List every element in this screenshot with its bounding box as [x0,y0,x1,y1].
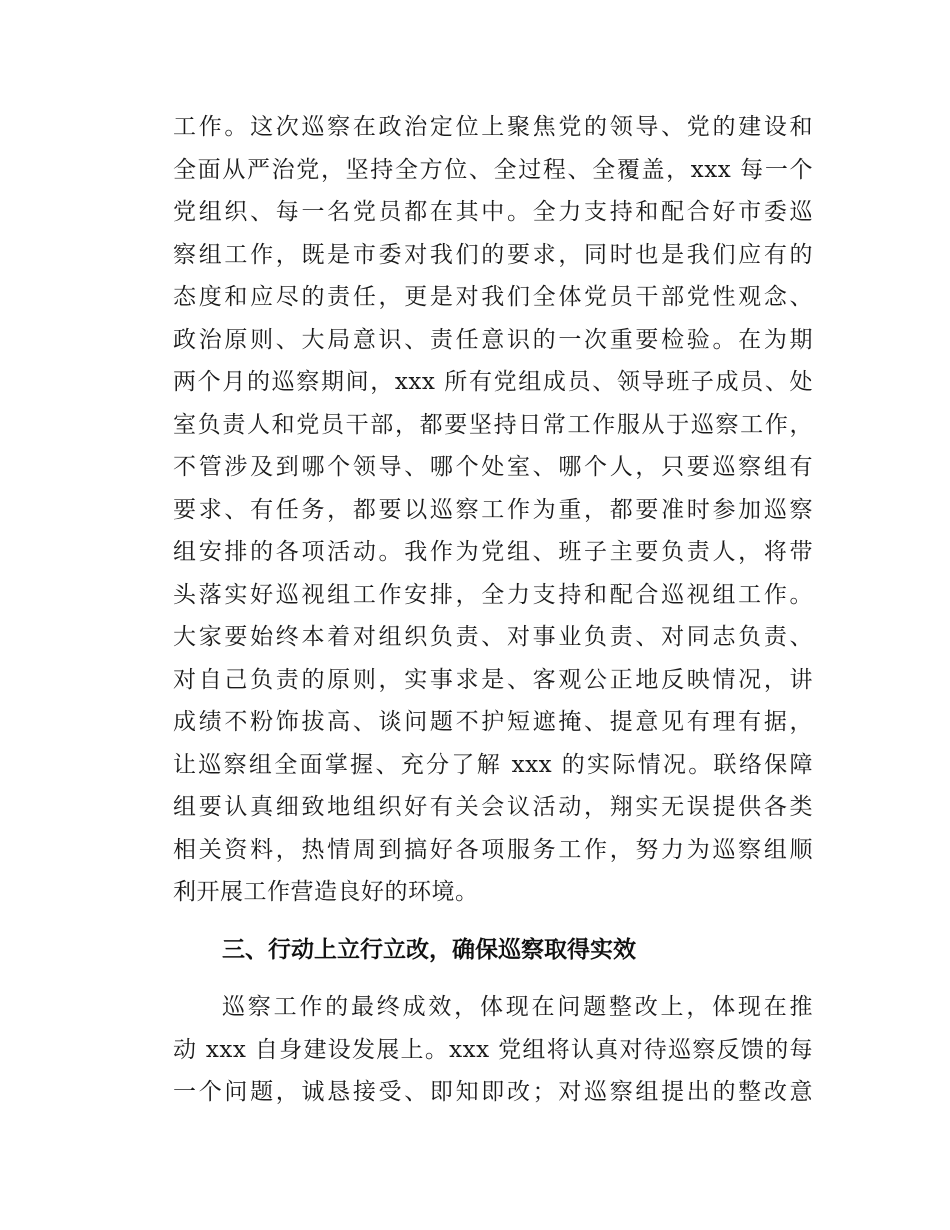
text-line: 相关资料，热情周到搞好各项服务工作，努力为巡察组顺 [173,837,813,863]
text-line: 不管涉及到哪个领导、哪个处室、哪个人，只要巡察组有 [173,454,813,480]
text-line: 组要认真细致地组织好有关会议活动，翔实无误提供各类 [173,794,813,820]
text-line: 对自己负责的原则，实事求是、客观公正地反映情况，讲 [173,667,813,693]
text-line: 态度和应尽的责任，更是对我们全体党员干部党性观念、 [173,284,813,310]
text-line: 大家要始终本着对组织负责、对事业负责、对同志负责、 [173,624,813,650]
text-line: 室负责人和党员干部，都要坚持日常工作服从于巡察工作， [173,412,813,438]
text-line: 动 xxx 自身建设发展上。xxx 党组将认真对待巡察反馈的每 [173,1037,813,1063]
text-line: 组安排的各项活动。我作为党组、班子主要负责人，将带 [173,539,813,565]
text-line: 头落实好巡视组工作安排，全力支持和配合巡视组工作。 [173,582,813,608]
text-line: 利开展工作营造良好的环境。 [173,879,479,905]
text-line: 全面从严治党，坚持全方位、全过程、全覆盖，xxx 每一个 [173,157,813,183]
section-heading: 三、行动上立行立改，确保巡察取得实效 [222,937,636,963]
text-line: 一个问题，诚恳接受、即知即改；对巡察组提出的整改意 [173,1079,813,1105]
text-line: 成绩不粉饰拔高、谈问题不护短遮掩、提意见有理有据， [173,709,813,735]
text-line: 工作。这次巡察在政治定位上聚焦党的领导、党的建设和 [173,114,813,140]
text-line: 要求、有任务，都要以巡察工作为重，都要准时参加巡察 [173,497,813,523]
text-line: 巡察工作的最终成效，体现在问题整改上，体现在推 [222,994,813,1020]
text-line: 两个月的巡察期间，xxx 所有党组成员、领导班子成员、处 [173,369,813,395]
text-line: 党组织、每一名党员都在其中。全力支持和配合好市委巡 [173,199,813,225]
text-line: 政治原则、大局意识、责任意识的一次重要检验。在为期 [173,327,813,353]
text-line: 让巡察组全面掌握、充分了解 xxx 的实际情况。联络保障 [173,752,813,778]
text-line: 察组工作，既是市委对我们的要求，同时也是我们应有的 [173,242,813,268]
